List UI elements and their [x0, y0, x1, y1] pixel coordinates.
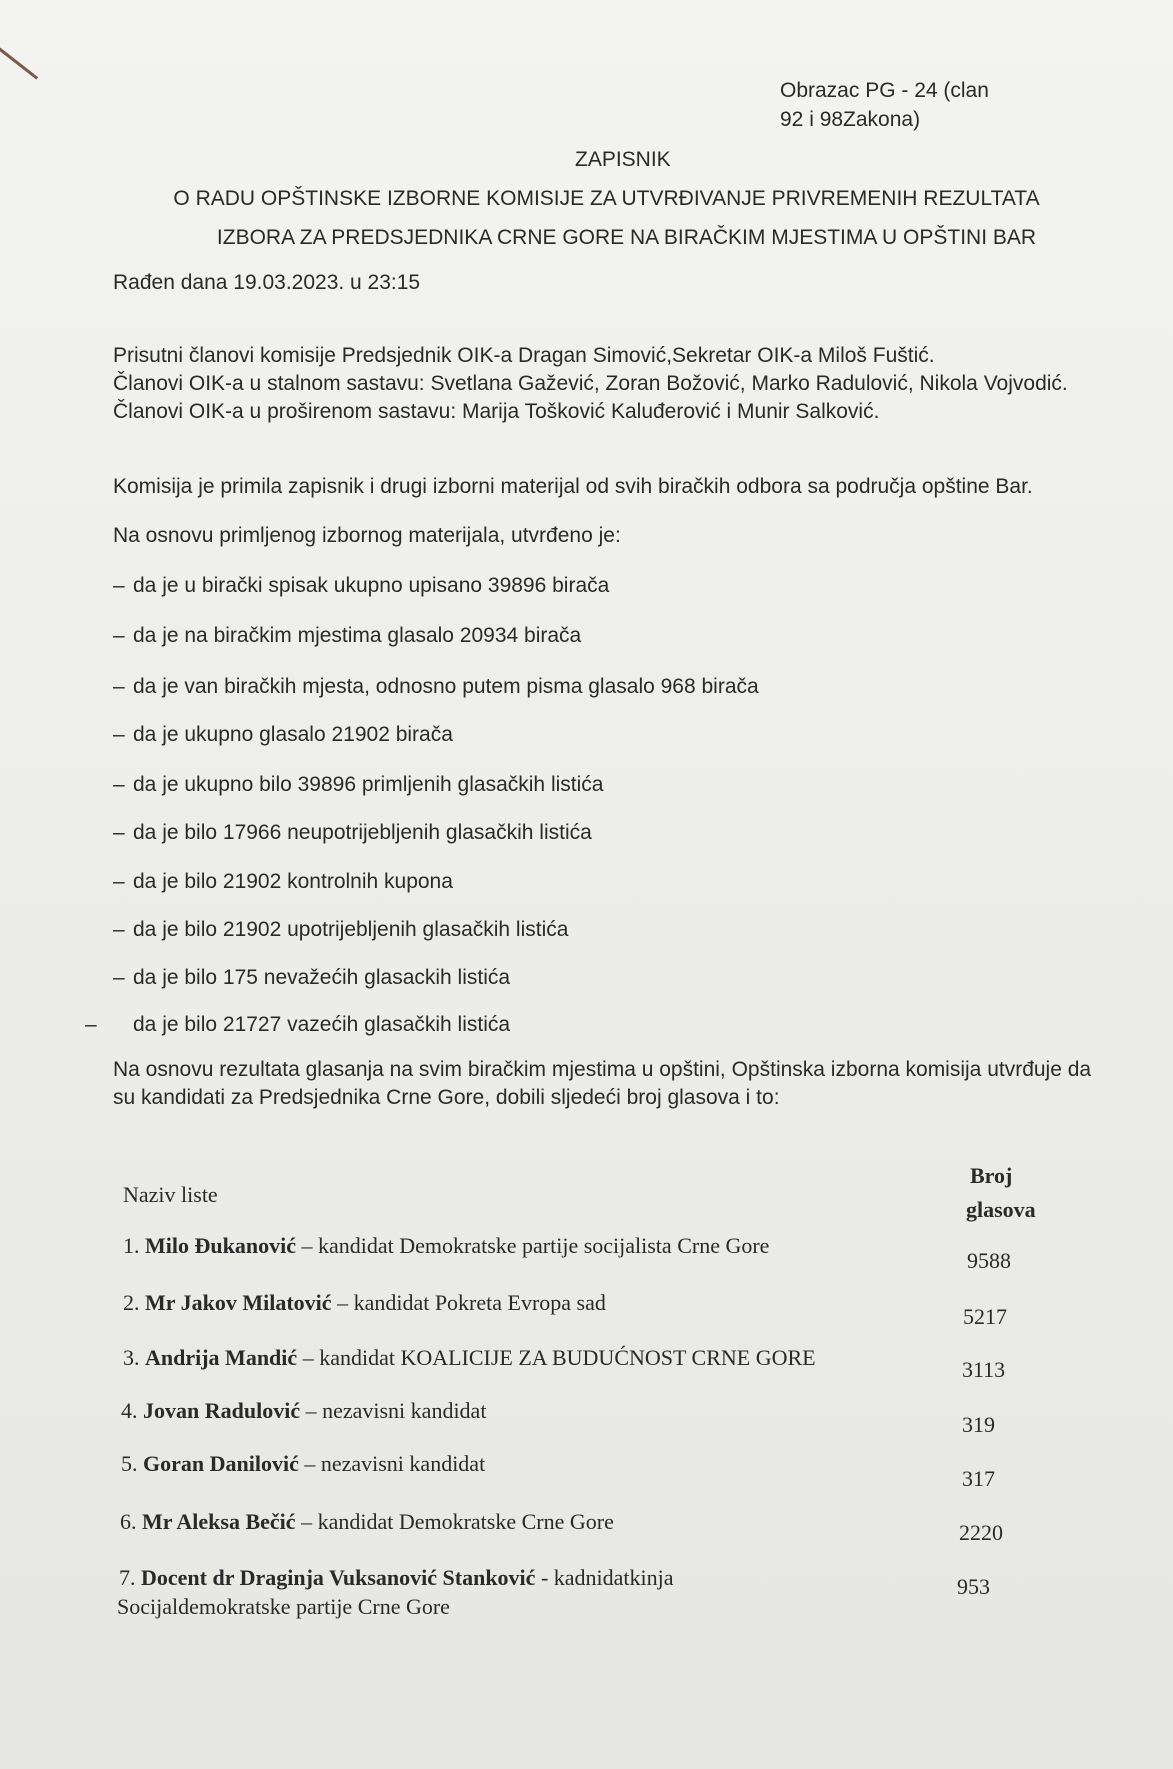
- table-row: 4. Jovan Radulović – nezavisni kandidat: [121, 1398, 487, 1423]
- votes-value: 2220: [959, 1520, 1003, 1545]
- date-line: Rađen dana 19.03.2023. u 23:15: [113, 271, 421, 294]
- table-row-continuation: Socijaldemokratske partije Crne Gore: [117, 1594, 450, 1619]
- column-header-list-name: Naziv liste: [123, 1182, 218, 1207]
- votes-value: 319: [962, 1412, 995, 1437]
- form-reference-line2: 92 i 98Zakona): [780, 108, 921, 131]
- results-intro-line1: Na osnovu rezultata glasanja na svim biračkim mjestima u opštini, Opštinska izborna komisija utvrđuje da: [113, 1058, 1092, 1081]
- received-statement: Komisija je primila zapisnik i drugi izborni materijal od svih biračkih odbora sa područja opštine Bar.: [113, 475, 1033, 498]
- votes-value: 953: [957, 1574, 990, 1599]
- subtitle-line2: IZBORA ZA PREDSJEDNIKA CRNE GORE NA BIRAČKIM MJESTIMA U OPŠTINI BAR: [216, 226, 1037, 249]
- finding-item: – da je na biračkim mjestima glasalo 20934 birača: [113, 624, 582, 647]
- finding-item: – da je bilo 17966 neupotrijebljenih glasačkih listića: [113, 821, 592, 844]
- votes-value: 317: [962, 1466, 995, 1491]
- members-line3: Članovi OIK-a u proširenom sastavu: Marija Tošković Kaluđerović i Munir Salković.: [113, 400, 880, 423]
- form-reference: [780, 78, 989, 133]
- table-row: 2. Mr Jakov Milatović – kandidat Pokreta Evropa sad: [123, 1290, 606, 1315]
- results-intro-line2: su kandidati za Predsjednika Crne Gore, dobili sljedeći broj glasova i to:: [113, 1086, 780, 1109]
- finding-item: – da je bilo 175 nevažećih glasackih listića: [113, 966, 511, 989]
- form-reference-line1: Obrazac PG - 24 (clan: [780, 79, 989, 102]
- finding-item: – da je ukupno glasalo 21902 birača: [113, 723, 453, 746]
- finding-item: – da je bilo 21902 upotrijebljenih glasačkih listića: [113, 918, 569, 941]
- subtitle-line1: O RADU OPŠTINSKE IZBORNE KOMISIJE ZA UTVRĐIVANJE PRIVREMENIH REZULTATA: [173, 187, 1040, 210]
- votes-value: 5217: [963, 1304, 1007, 1329]
- table-row: 6. Mr Aleksa Bečić – kandidat Demokratske Crne Gore: [120, 1509, 614, 1534]
- paper-fold-mark: [0, 40, 38, 79]
- finding-item: – da je ukupno bilo 39896 primljenih glasačkih listića: [113, 773, 604, 796]
- table-row: 5. Goran Danilović – nezavisni kandidat: [121, 1451, 486, 1476]
- basis-statement: Na osnovu primljenog izbornog materijala, utvrđeno je:: [113, 524, 621, 547]
- votes-value: 3113: [962, 1357, 1006, 1382]
- finding-item: – da je u birački spisak ukupno upisano 39896 birača: [113, 574, 610, 597]
- table-row: 7. Docent dr Draginja Vuksanović Stanković - kadnidatkinja: [119, 1565, 674, 1590]
- finding-item: – da je bilo 21727 vazećih glasačkih listića: [85, 1013, 511, 1036]
- members-line1: Prisutni članovi komisije Predsjednik OIK-a Dragan Simović,Sekretar OIK-a Miloš Fuštić.: [113, 344, 935, 367]
- members-line2: Članovi OIK-a u stalnom sastavu: Svetlana Gažević, Zoran Božović, Marko Radulović, Nikola Vojvodić.: [113, 372, 1068, 395]
- finding-item: – da je van biračkih mjesta, odnosno putem pisma glasalo 968 birača: [113, 675, 759, 698]
- column-header-votes-line1: Broj: [970, 1163, 1013, 1188]
- votes-value: 9588: [967, 1248, 1011, 1273]
- table-row: 3. Andrija Mandić – kandidat KOALICIJE ZA BUDUĆNOST CRNE GORE: [123, 1345, 816, 1370]
- document-title: ZAPISNIK: [575, 148, 671, 171]
- finding-item: – da je bilo 21902 kontrolnih kupona: [113, 870, 453, 893]
- table-row: 1. Milo Đukanović – kandidat Demokratske partije socijalista Crne Gore: [123, 1233, 770, 1258]
- column-header-votes-line2: glasova: [966, 1197, 1036, 1222]
